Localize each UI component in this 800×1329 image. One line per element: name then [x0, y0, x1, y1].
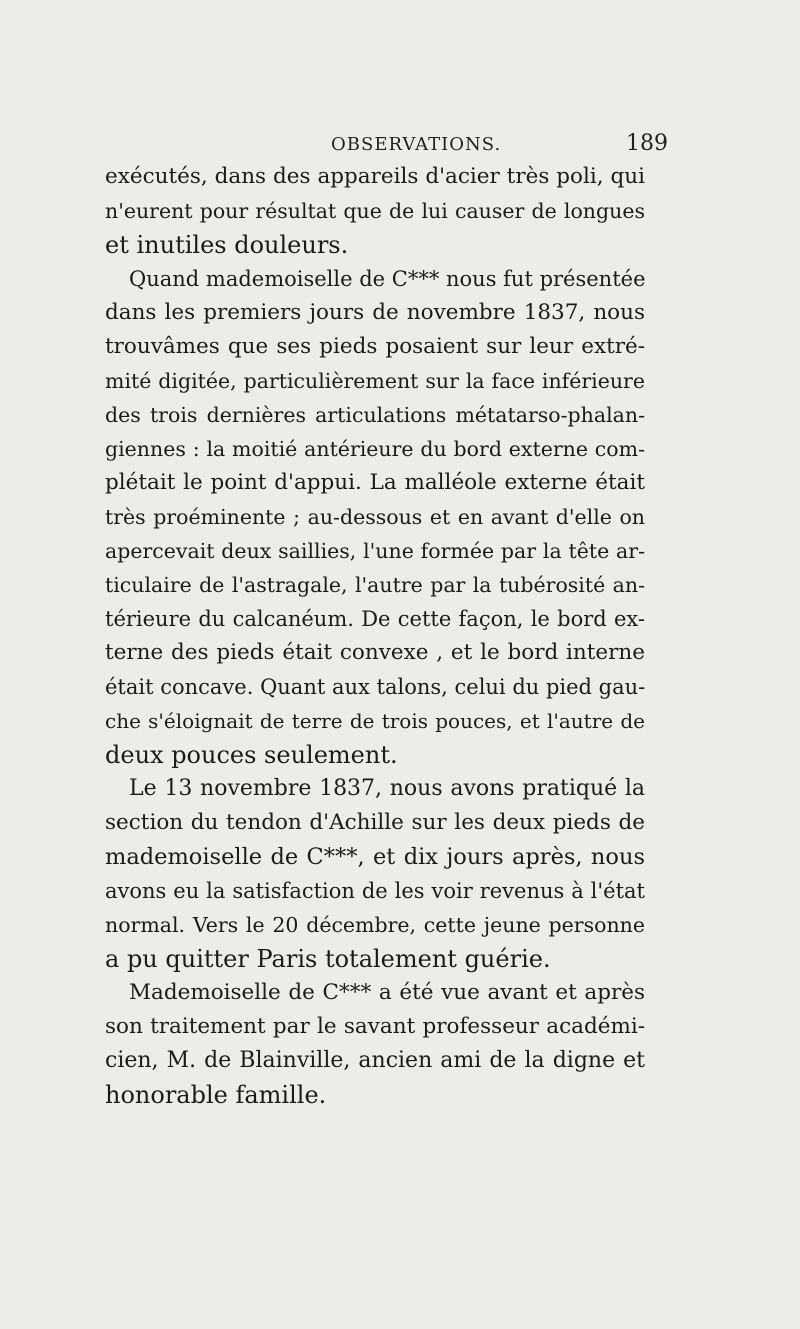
text-line: n'eurent pour résultat que de lui causer de longues	[105, 199, 645, 223]
text-line: avons eu la satisfaction de les voir revenus à l'état	[105, 879, 645, 903]
text-line: normal. Vers le 20 décembre, cette jeune personne	[105, 913, 645, 937]
page-number: 189	[626, 131, 668, 156]
text-line: giennes : la moitié antérieure du bord externe com-	[105, 437, 645, 461]
text-line: des trois dernières articulations métatarso-phalan-	[105, 403, 645, 427]
text-line: et inutiles douleurs.	[105, 231, 349, 259]
running-head: OBSERVATIONS.	[331, 134, 502, 155]
text-line: trouvâmes que ses pieds posaient sur leur extré-	[105, 334, 645, 359]
text-line: cien, M. de Blainville, ancien ami de la digne et	[105, 1048, 645, 1073]
text-line: dans les premiers jours de novembre 1837, nous	[105, 300, 645, 325]
page-header	[0, 124, 800, 154]
text-line: section du tendon d'Achille sur les deux pieds de	[105, 810, 645, 835]
text-line: che s'éloignait de terre de trois pouces, et l'autre de	[105, 709, 645, 733]
text-line: était concave. Quant aux talons, celui du pied gau-	[105, 675, 646, 699]
text-line: exécutés, dans des appareils d'acier très poli, qui	[105, 164, 645, 189]
text-line: apercevait deux saillies, l'une formée par la tête ar-	[105, 539, 645, 563]
text-line: honorable famille.	[105, 1081, 327, 1109]
text-line: mademoiselle de C***, et dix jours après, nous	[105, 844, 645, 870]
text-line: a pu quitter Paris totalement guérie.	[105, 945, 551, 973]
text-line: plétait le point d'appui. La malléole externe était	[105, 470, 645, 495]
text-line: très proéminente ; au-dessous et en avant d'elle on	[105, 505, 645, 529]
body-text	[105, 160, 645, 1112]
text-line: mité digitée, particulièrement sur la face inférieure	[105, 369, 645, 393]
text-line: deux pouces seulement.	[105, 741, 398, 769]
text-line: Mademoiselle de C*** a été vue avant et après	[129, 980, 645, 1005]
text-line: Quand mademoiselle de C*** nous fut présentée	[129, 267, 646, 291]
text-line: terne des pieds était convexe , et le bord interne	[105, 640, 645, 665]
text-line: Le 13 novembre 1837, nous avons pratiqué la	[129, 776, 645, 801]
text-line: térieure du calcanéum. De cette façon, le bord ex-	[105, 607, 645, 631]
text-line: son traitement par le savant professeur académi-	[105, 1014, 645, 1039]
text-line: ticulaire de l'astragale, l'autre par la tubérosité an-	[105, 573, 645, 597]
